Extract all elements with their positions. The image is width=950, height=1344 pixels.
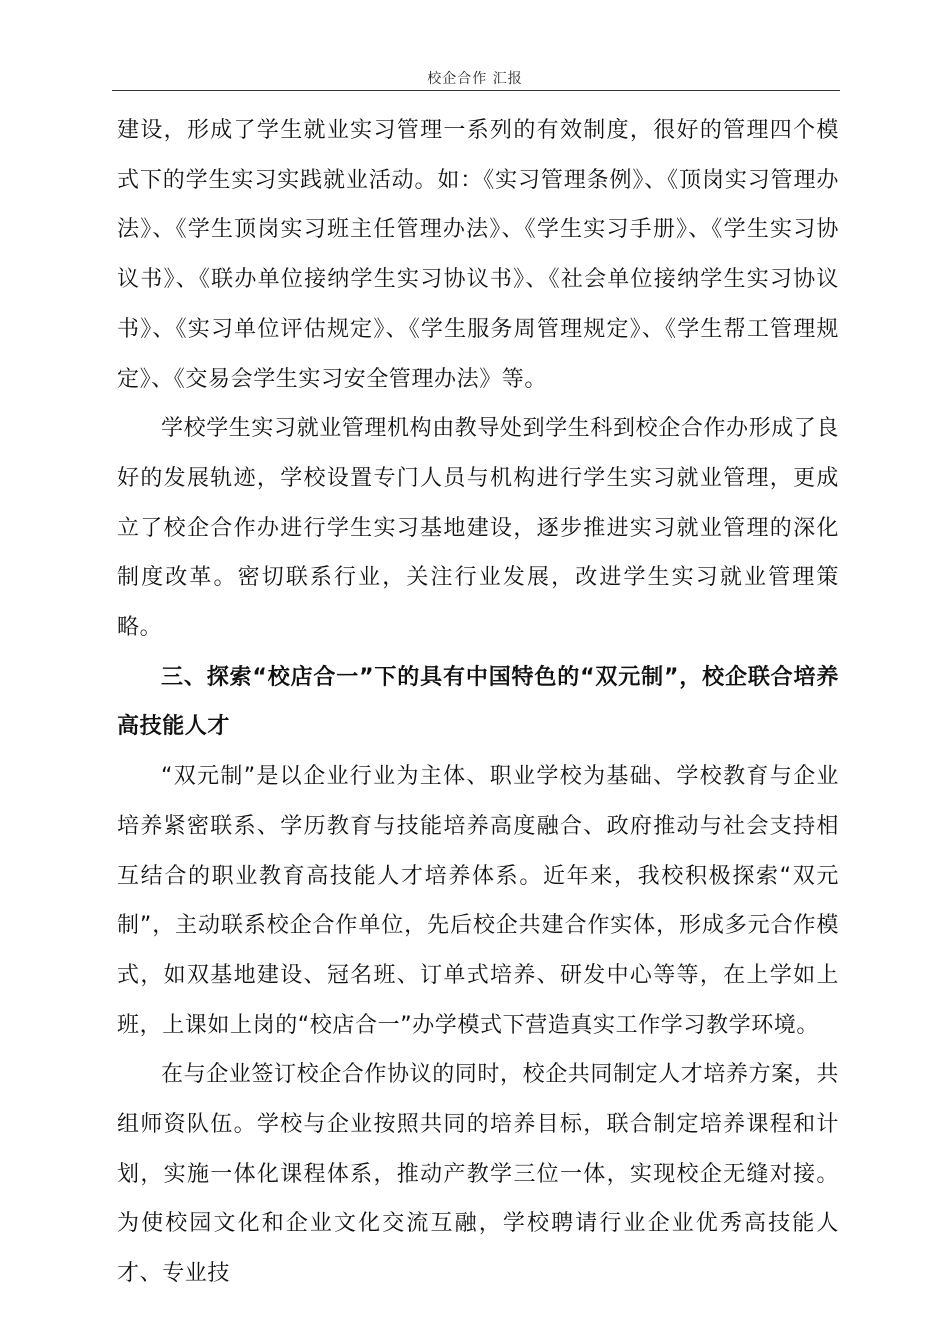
header-divider [112, 90, 840, 91]
paragraph-management-structure: 学校学生实习就业管理机构由教导处到学生科到校企合作办形成了良好的发展轨迹，学校设置专门人员与机构进行学生实习就业管理，更成立了校企合作办进行学生实习基地建设，逐步推进实习就业管理的深化制度改革。密切联系行业，关注行业发展，改进学生实习就业管理策略。 [117, 416, 840, 641]
paragraph-dual-system-definition: “双元制”是以企业行业为主体、职业学校为基础、学校教育与企业培养紧密联系、学历教育与技能培养高度融合、政府推动与社会支持相互结合的职业教育高技能人才培养体系。近年来，我校积极探索“双元制”，主动联系校企合作单位，先后校企共建合作实体，形成多元合作模式，如双基地建设、冠名班、订单式培养、研发中心等等，在上学如上班，上课如上岗的“校店合一”办学模式下营造真实工作学习教学环境。 [117, 764, 839, 1038]
paragraph-cooperation-agreement: 在与企业签订校企合作协议的同时，校企共同制定人才培养方案，共组师资队伍。学校与企业按照共同的培养目标，联合制定培养课程和计划，实施一体化课程体系，推动产教学三位一体，实现校企无缝对接。为使校园文化和企业文化交流互融，学校聘请行业企业优秀高技能人才、专业技 [117, 1062, 840, 1287]
section-heading-dual-system: 三、探索“校店合一”下的具有中国特色的“双元制”，校企联合培养高技能人才 [117, 664, 839, 740]
paragraph-internship-regulations: 建设，形成了学生就业实习管理一系列的有效制度，很好的管理四个模式下的学生实习实践就业活动。如：《实习管理条例》、《顶岗实习管理办法》、《学生顶岗实习班主任管理办法》、《学生实习手册》、《学生实习协议书》、《联办单位接纳学生实习协议书》、《社会单位接纳学生实习协议书》、《实习单位评估规定》、《学生服务周管理规定》、《学生帮工管理规定》、《交易会学生实习安全管理办法》等。 [117, 118, 839, 392]
running-header: 校企合作 汇报 [427, 71, 523, 87]
document-body [117, 106, 839, 1299]
